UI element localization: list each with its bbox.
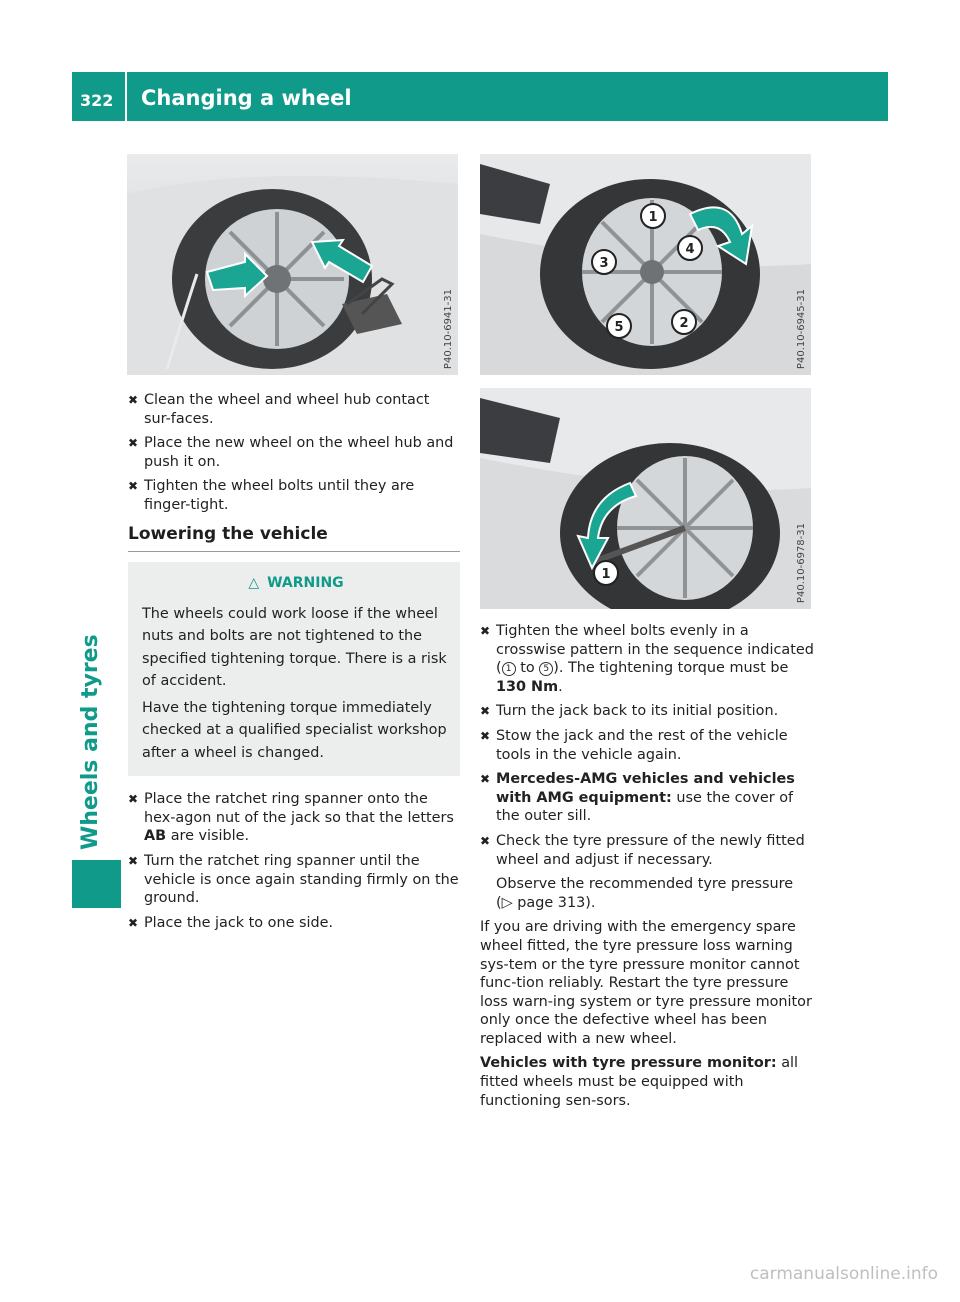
callout-5: 5	[614, 320, 624, 335]
callout-3: 3	[599, 256, 609, 271]
figure-code: P40.10-6941-31	[443, 288, 454, 369]
warning-text: The wheels could work loose if the wheel nuts and bolts are not tightened to the specified tightening torque. There is a risk of accident.	[142, 605, 447, 690]
step-arrow-icon: ✖	[480, 624, 491, 638]
step-arrow-icon: ✖	[128, 915, 139, 930]
callout-1: 1	[648, 210, 658, 225]
page-number: 322	[80, 91, 114, 110]
warning-text: Have the tightening torque immediately checked at a qualified specialist workshop after a wheel is changed.	[142, 699, 447, 761]
step-arrow-icon: ✖	[128, 479, 139, 494]
step-item: ✖ Check the tyre pressure of the newly fitted wheel and adjust if necessary. Observe the recommended tyre pressure (▷ page 313).	[480, 832, 814, 912]
step-arrow-icon: ✖	[480, 772, 491, 787]
step-item: ✖ Clean the wheel and wheel hub contact sur-faces.	[128, 392, 430, 427]
bolt-sequence-illustration	[480, 154, 811, 375]
step-item: ✖ Turn the jack back to its initial position.	[480, 703, 779, 720]
header-divider	[125, 72, 127, 121]
watermark: carmanualsonline.info	[749, 1264, 938, 1284]
step-arrow-icon: ✖	[480, 728, 491, 743]
body-paragraph: If you are driving with the emergency spare wheel fitted, the tyre pressure loss warning sys-tem or the tyre pressure monitor cannot func-tion reliably. Restart the tyre pressure loss warn-ing system or tyre pressure monitor only once the defective wheel has been replaced with a new wheel.	[480, 919, 812, 1047]
step-arrow-icon: ✖	[128, 792, 139, 807]
step-arrow-icon: ✖	[480, 704, 491, 719]
side-tab-label: Wheels and tyres	[78, 634, 103, 850]
callout-1: 1	[601, 567, 611, 582]
right-column	[480, 622, 814, 1116]
step-item: ✖ Mercedes-AMG vehicles and vehicles with AMG equipment: use the cover of the outer sill.	[480, 771, 795, 825]
page-reference-link[interactable]: page 313	[517, 894, 586, 911]
step-arrow-icon: ✖	[128, 853, 139, 868]
tighten-illustration	[480, 388, 811, 609]
step-note: Observe the recommended tyre pressure (▷ page 313).	[496, 876, 794, 911]
left-column	[128, 391, 460, 938]
warning-box	[128, 562, 460, 776]
step-item: ✖ Place the new wheel on the wheel hub and push it on.	[128, 435, 454, 470]
page-ref-icon: ▷	[501, 894, 513, 911]
warning-title: △ WARNING	[142, 572, 450, 595]
step-item: ✖ Tighten the wheel bolts evenly in a crosswise pattern in the sequence indicated ( 1 to 5 ). The tightening torque must be 130 Nm.	[480, 623, 814, 695]
figure-bolt-sequence	[480, 154, 811, 375]
step-item: ✖ Turn the ratchet ring spanner until the vehicle is once again standing firmly on the ground.	[128, 852, 459, 907]
step-item: ✖ Place the ratchet ring spanner onto the hex-agon nut of the jack so that the letters AB are visible.	[128, 791, 454, 845]
figure-code: P40.10-6945-31	[796, 288, 807, 369]
callout-ref-5: 5	[539, 662, 553, 676]
callout-ref-1: 1	[502, 662, 516, 676]
figure-tighten-bolts	[480, 388, 811, 609]
step-arrow-icon: ✖	[480, 833, 491, 848]
figure-code: P40.10-6978-31	[796, 522, 807, 603]
side-tab-marker	[72, 860, 121, 908]
step-arrow-icon: ✖	[128, 436, 139, 451]
callout-2: 2	[679, 316, 689, 331]
figure-wheel-hub	[127, 154, 458, 375]
step-item: ✖ Place the jack to one side.	[128, 914, 334, 931]
callout-4: 4	[685, 242, 695, 257]
step-arrow-icon: ✖	[128, 393, 139, 407]
step-item: ✖ Tighten the wheel bolts until they are finger-tight.	[128, 478, 415, 513]
step-item: ✖ Stow the jack and the rest of the vehicle tools in the vehicle again.	[480, 727, 788, 763]
warning-triangle-icon: △	[248, 575, 260, 592]
section-heading: Lowering the vehicle	[128, 525, 460, 553]
chapter-title: Changing a wheel	[141, 86, 352, 110]
body-paragraph: Vehicles with tyre pressure monitor: all fitted wheels must be equipped with functioning sen-sors.	[480, 1055, 799, 1109]
car-wheel-illustration	[127, 154, 458, 375]
